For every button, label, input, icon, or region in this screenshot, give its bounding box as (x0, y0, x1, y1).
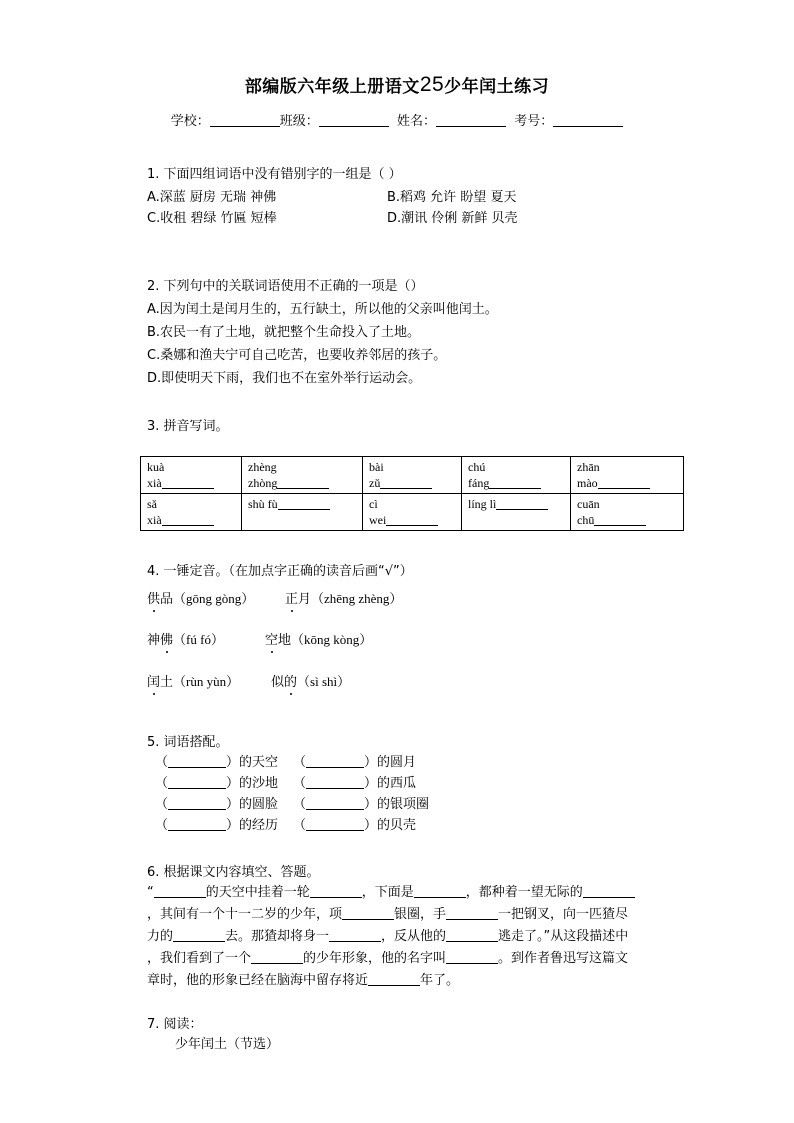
q2-option-d[interactable]: D.即使明天下雨，我们也不在室外举行运动会。 (147, 371, 422, 386)
pinyin-cell[interactable]: zhèng zhòng (242, 457, 363, 494)
pinyin-cell[interactable]: cì wei (363, 494, 462, 531)
student-info-line (0, 110, 794, 129)
q6-line-5: 章时，他的形象已经在脑海中留存将近 年了。 (147, 973, 460, 988)
school-label: 学校： (170, 114, 210, 129)
q2-option-c[interactable]: C.桑娜和渔夫宁可自己吃苦，也要收养邻居的孩子。 (147, 348, 447, 363)
q2-option-b[interactable]: B.农民一有了土地，就把整个生命投入了土地。 (147, 325, 421, 340)
q5-item[interactable]: （ ）的圆脸 (155, 797, 279, 812)
q4-item-2[interactable]: 正月（zhēng zhèng） (285, 591, 403, 607)
q6-line-3: 力的 去。那猹却将身一 ，反从他的 逃走了。”从这段描述中 (147, 929, 629, 944)
q1-option-b[interactable]: B.稻鸡 允许 盼望 夏天 (387, 190, 517, 205)
pinyin-cell[interactable]: bài zǔ (363, 457, 462, 494)
name-label: 姓名： (397, 114, 437, 129)
pinyin-cell[interactable]: cuān chū (571, 494, 684, 531)
pinyin-table (140, 456, 684, 531)
q1-option-d[interactable]: D.潮讯 伶俐 新鲜 贝壳 (387, 211, 518, 226)
name-blank[interactable] (436, 113, 506, 127)
page-title: 部编版六年级上册语文25少年闰土练习 (244, 73, 550, 97)
q7-stem: 7. 阅读： (147, 1017, 203, 1032)
q6-line-4: ，我们看到了一个 的少年形象，他的名字叫 。到作者鲁迅写这篇文 (147, 951, 629, 966)
q2-option-a[interactable]: A.因为闰土是闰月生的，五行缺土，所以他的父亲叫他闰土。 (147, 302, 498, 317)
pinyin-cell[interactable]: kuà xià (141, 457, 242, 494)
table-row (141, 457, 684, 494)
q2-stem: 2. 下列句中的关联词语使用不正确的一项是（） (147, 279, 424, 294)
q4-item-6[interactable]: 似的（sì shì） (271, 674, 351, 690)
q7-subtitle: 少年闰土（节选） (175, 1037, 280, 1052)
q5-stem: 5. 词语搭配。 (147, 735, 229, 750)
q5-item[interactable]: （ ）的沙地 (155, 776, 279, 791)
q4-item-5[interactable]: 闰土（rùn yùn） (147, 674, 240, 690)
q5-item[interactable]: （ ）的天空 (155, 755, 279, 770)
q4-item-1[interactable]: 供品（gōng gòng） (147, 591, 255, 607)
school-blank[interactable] (210, 113, 280, 127)
q6-line-1: “ 的天空中挂着一轮 ，下面是 ，都种着一望无际的 (147, 881, 635, 900)
q5-item[interactable]: （ ）的圆月 (293, 755, 417, 770)
exam-no-label: 考号： (514, 114, 554, 129)
q6-line-2: ，其间有一个十一二岁的少年，项 银圈，手 一把钢叉，向一匹猹尽 (147, 907, 629, 922)
exam-no-blank[interactable] (553, 113, 623, 127)
pinyin-cell[interactable]: líng lì (462, 494, 571, 531)
class-label: 班级： (279, 114, 319, 129)
q5-item[interactable]: （ ）的西瓜 (293, 776, 417, 791)
q5-item[interactable]: （ ）的经历 (155, 818, 279, 833)
q1-option-c[interactable]: C.收租 碧绿 竹匾 短棒 (147, 211, 277, 226)
table-row (141, 494, 684, 531)
pinyin-cell[interactable]: chú fáng (462, 457, 571, 494)
q1-option-a[interactable]: A.深蓝 厨房 无瑞 神佛 (147, 190, 277, 205)
q4-item-4[interactable]: 空地（kōng kòng） (265, 632, 373, 648)
q3-stem: 3. 拼音写词。 (147, 419, 229, 434)
q5-item[interactable]: （ ）的贝壳 (293, 818, 417, 833)
q4-item-3[interactable]: 神佛（fú fó） (147, 632, 224, 648)
q4-stem: 4. 一锤定音。（在加点字正确的读音后画“√”） (147, 564, 413, 579)
pinyin-cell[interactable]: zhān mào (571, 457, 684, 494)
pinyin-cell[interactable]: shù fù (242, 494, 363, 531)
q5-item[interactable]: （ ）的银项圈 (293, 797, 430, 812)
class-blank[interactable] (319, 113, 389, 127)
pinyin-cell[interactable]: sǎ xià (141, 494, 242, 531)
q1-stem: 1. 下面四组词语中没有错别字的一组是（ ） (147, 167, 402, 182)
q6-stem: 6. 根据课文内容填空、答题。 (147, 865, 320, 880)
